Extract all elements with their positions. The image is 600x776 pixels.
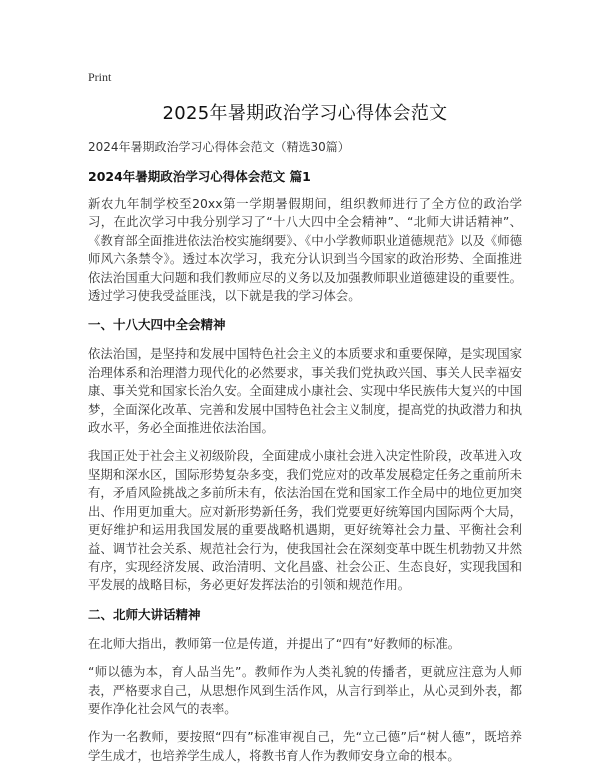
- paragraph: 在北师大指出，教师第一位是传道，并提出了“四有”好教师的标准。: [88, 635, 461, 651]
- document-page: [88, 70, 522, 775]
- paragraph: 我国正处于社会主义初级阶段，全面建成小康社会进入决定性阶段，改革进入攻坚期和深水区，国际形势复杂多变，我们党应对的改革发展稳定任务之重前所未有，矛盾风险挑战之多前所未有，依法治国在党和国家工作全局中的地位更加突出、作用更加重大。应对新形势新任务，我们党要更好统筹国内国际两个大局，更好维护和运用我国发展的重要战略机遇期，更好统筹社会力量、平衡社会利益、调节社会关系、规范社会行为，使我国社会在深刻变革中既生机勃勃又井然有序，实现经济发展、政治清明、文化昌盛、社会公正、生态良好，实现我国和平发展的战略目标，务必更好发挥法治的引领和规范作用。: [88, 448, 522, 593]
- print-link[interactable]: Print: [88, 70, 112, 84]
- article-heading: 2024年暑期政治学习心得体会范文 篇1: [88, 169, 311, 184]
- paragraph: “师以德为本，育人品当先”。教师作为人类礼貌的传播者，更就应注意为人师表，严格要求自己，从思想作风到生活作风，从言行到举止，从心灵到外表，都要作净化社会风气的表率。: [88, 664, 522, 716]
- section-heading-1: 一、十八大四中全会精神: [88, 317, 226, 333]
- paragraph: 依法治国，是坚持和发展中国特色社会主义的本质要求和重要保障，是实现国家治理体系和治理潜力现代化的必然要求，事关我们党执政兴国、事关人民幸福安康、事关党和国家长治久安。全面建成小康社会、实现中华民族伟大复兴的中国梦，全面深化改革、完善和发展中国特色社会主义制度，提高党的执政潜力和执政水平，务必全面推进依法治国。: [88, 346, 522, 436]
- document-subtitle: 2024年暑期政治学习心得体会范文（精选30篇）: [88, 140, 350, 154]
- intro-paragraph: 新农九年制学校至20xx第一学期暑假期间，组织教师进行了全方位的政治学习，在此次学习中我分别学习了“十八大四中全会精神”、“北师大讲话精神”、《教育部全面推进依法治校实施纲要》、《中小学教师职业道德规范》以及《师德师风六条禁令》。透过本次学习，我充分认识到当今国家的政治形势、全面推进依法治国重大问题和我们教师应尽的义务以及加强教师职业道德建设的重要性。透过学习使我受益匪浅，以下就是我的学习体会。: [88, 196, 522, 304]
- section-heading-2: 二、北师大讲话精神: [88, 606, 201, 622]
- paragraph: 作为一名教师，要按照“四有”标准审视自己，先“立己德”后“树人德”，既培养学生成才，也培养学生成人，将教书育人作为教师安身立命的根本。: [88, 729, 522, 763]
- page-title: 2025年暑期政治学习心得体会范文: [162, 103, 448, 124]
